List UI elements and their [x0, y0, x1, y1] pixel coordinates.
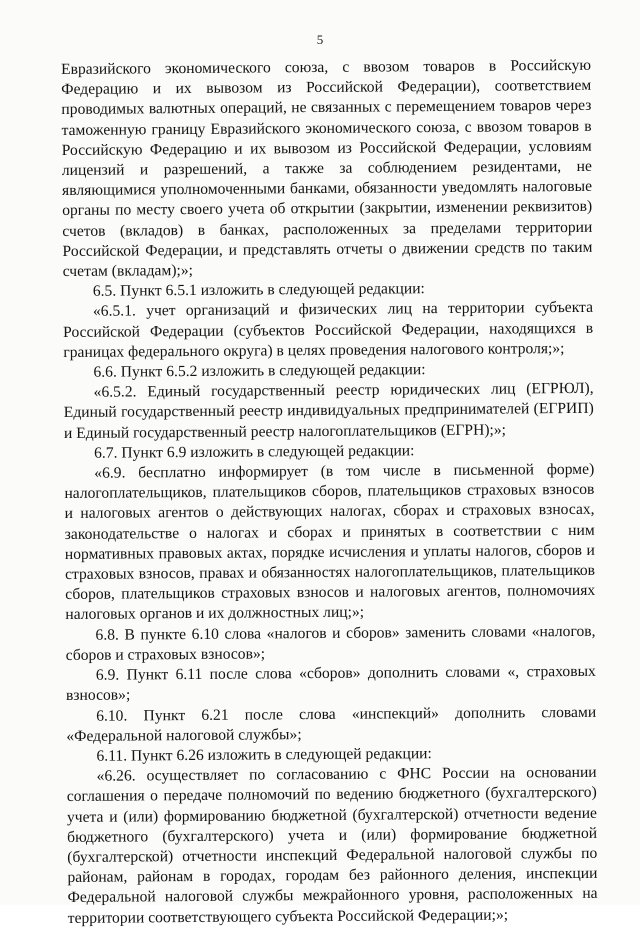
paragraph-item-6-9: 6.9. Пункт 6.11 после слова «сборов» дополнить словами «, страховых взносов»; [65, 662, 596, 705]
paragraph-item-6-7-text: «6.9. бесплатно информирует (в том числе в письменной форме) налогоплательщиков, плательщиков сборов, плательщиков страховых взносов и налоговых агентов о действующих налогах, сборах и страховых взносах, законодательстве о налогах и сборах и принятых в соответствии с ним нормативных правовых актах, порядке исчисления и уплаты налогов, сборов и страховых взносов, правах и обязанностях налогоплательщиков, плательщиков сборов, плательщиков страховых взносов и налоговых агентов, полномочиях налоговых органов и их должностных лиц;»; [64, 460, 596, 624]
paragraph-item-6-10: 6.10. Пункт 6.21 после слова «инспекций» дополнить словами «Федеральной налоговой службы»; [66, 703, 597, 745]
document-body [61, 56, 598, 929]
paragraph-item-6-6-text: «6.5.2. Единый государственный реестр юридических лиц (ЕГРЮЛ), Единый государственный реестр индивидуальных предпринимателей (ЕГРИП) и Единый государственный реестр налогоплательщиков (ЕГРН);»; [63, 380, 594, 442]
paragraph-item-6-8: 6.8. В пункте 6.10 слова «налогов и сборов» заменить словами «налогов, сборов и страховых взносов»; [65, 622, 596, 664]
paragraph-item-6-5: 6.5. Пункт 6.5.1 изложить в следующей редакции: [92, 280, 425, 300]
paragraph-item-6-11: 6.11. Пункт 6.26 изложить в следующей редакции: [96, 745, 432, 765]
paragraph-continuation: Евразийского экономического союза, с ввозом товаров в Российскую Федерацию и их вывозом из Российской Федерации), соответствием проводимых валютных операций, не связанных с перемещением товаров через таможенную границу Евразийского экономического союза, с ввозом товаров в Российскую Федерацию и их вывозом из Российской Федерации, условиям лицензий и разрешений, а также за соблюдением резидентами, не являющимися уполномоченными банками, обязанности уведомлять налоговые органы по месту своего учета об открытии (закрытии, изменении реквизитов) счетов (вкладов) в банках, расположенных за пределами территории Российской Федерации, и представлять отчеты о движении средств по таким счетам (вкладам);»; [61, 56, 593, 281]
paragraph-item-6-5-text: «6.5.1. учет организаций и физических лиц на территории субъекта Российской Федерации (субъектов Российской Федерации, находящихся в границах федерального округа) в целях проведения налогового контроля;»; [63, 299, 594, 361]
paragraph-item-6-7: 6.7. Пункт 6.9 изложить в следующей редакции: [94, 442, 415, 462]
paragraph-item-6-6: 6.6. Пункт 6.5.2 изложить в следующей редакции: [93, 361, 426, 381]
paragraph-item-6-11-text: «6.26. осуществляет по согласованию с ФНС России на основании соглашения о передаче полномочий по ведению бюджетного (бухгалтерского) учета и (или) формированию бюджетной (бухгалтерской) отчетности ведение бюджетного (бухгалтерского) учета и (или) формирование бюджетной (бухгалтерской) отчетности инспекций Федеральной налоговой службы по районам, районам в городах, городам без районного деления, инспекции Федеральной налоговой службы межрайонного уровня, расположенных на территории соответствующего субъекта Российской Федерации;»; [66, 763, 598, 927]
page-number: 5 [316, 32, 324, 47]
